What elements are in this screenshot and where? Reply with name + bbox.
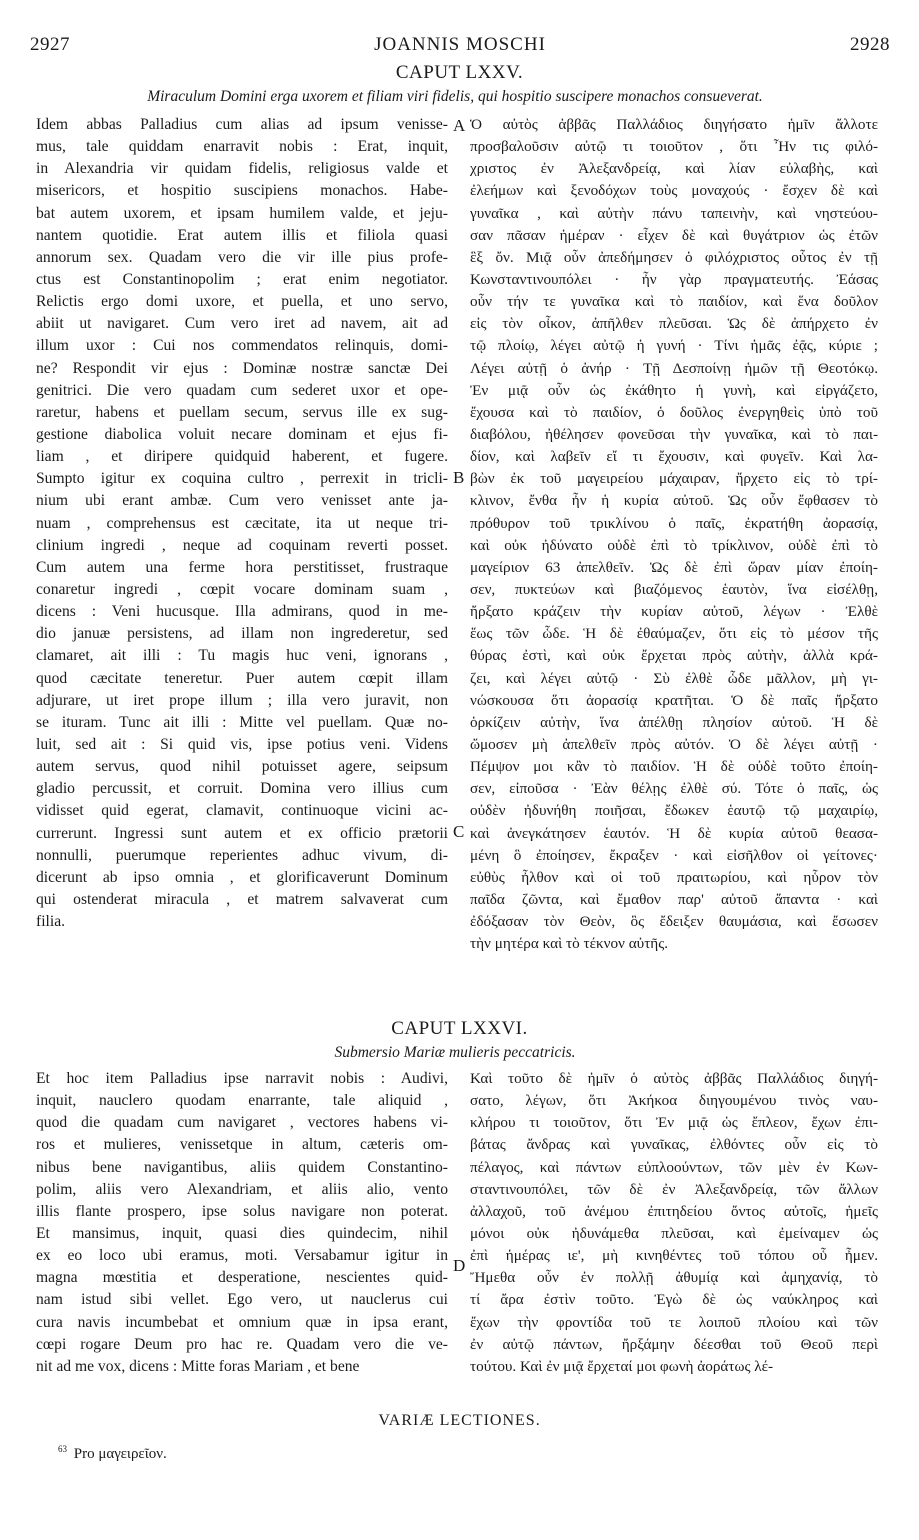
chapter-76-greek-column <box>470 1068 878 1378</box>
text-line: ἐλεήμων καὶ ξενοδόχων τοὺς μοναχούς · ἔσχεν δὲ καὶ <box>470 182 878 200</box>
text-line: Sumpto igitur ex coquina cultro , perrexit in tricli- <box>36 470 448 488</box>
chapter-76-latin-column <box>36 1068 448 1378</box>
footnote-number: 63 <box>58 1444 67 1454</box>
text-line: nonnulli, puerumque reperientes adhuc vivum, di- <box>36 846 448 864</box>
text-line: σαν πᾶσαν ἡμέραν · εἶχεν δὲ καὶ θυγάτριον ὡς ἐτῶν <box>470 226 878 244</box>
text-line: Et hoc item Palladius ipse narravit nobis : Audivi, <box>36 1070 448 1087</box>
text-line: dicerunt ab ipso omnia , et glorificaverunt Dominum <box>36 868 448 886</box>
text-line: ἕως τῶν ὧδε. Ἡ δὲ ἐθαύμαζεν, ὅτι εἰς τὸ μέσον τῆς <box>470 625 878 643</box>
text-line: τῷ πλοίῳ, λέγει αὐτῷ ἡ γυνή · Τίνι ἡμᾶς ἐᾷς, κύριε ; <box>470 337 878 355</box>
text-line: βὼν ἐκ τοῦ μαγειρείου μάχαιραν, ἤρχετο εἰς τὸ τρί- <box>470 470 878 488</box>
text-line: ἓξ ὄν. Μιᾷ οὖν ἀπεδήμησεν ὁ φιλόχριστος οὗτος ἐν τῇ <box>470 248 878 266</box>
text-line: βάτας ἄνδρας καὶ γυναῖκας, ἐλθόντες οὖν εἰς τὸ <box>470 1136 878 1154</box>
text-line: dicens : Veni hucusque. Illa admirans, quod in me- <box>36 603 448 621</box>
text-line: σεν, πυκτεύων καὶ βιαζόμενος ἑαυτὸν, ἵνα εἰσέλθῃ, <box>470 580 878 598</box>
text-line: gestione diabolica voluit necare dominam et ejus fi- <box>36 425 448 443</box>
text-line: misericors, et hospitio suscipiens monachos. Habe- <box>36 182 448 200</box>
text-line: qui ostenderat miracula , et matrem salvaverat cum <box>36 890 448 908</box>
chapter-75-greek-column <box>470 114 878 955</box>
text-line: οὐδὲν ἠδυνήθη ποιῆσαι, ἔδωκεν ἑαυτῷ τῷ μαχαιρίῳ, <box>470 802 878 820</box>
text-line: ἤρξατο κράζειν τὴν κυρίαν αὐτοῦ, λέγων · Ἐλθὲ <box>470 603 878 621</box>
text-line: πρόθυρον τοῦ τρικλίνου ὁ παῖς, ἐκρατήθη ἀορασίᾳ, <box>470 514 878 532</box>
footnote <box>58 1444 167 1463</box>
text-line: annorum sex. Quadam vero die vir ille pius profe- <box>36 248 448 266</box>
text-line: ἐπὶ ἡμέρας ιε', μὴ κινηθέντες τοῦ τόπου οὗ ἦμεν. <box>470 1247 878 1265</box>
text-line: Ὁ αὐτὸς ἀββᾶς Παλλάδιος διηγήσατο ἡμῖν ἄλλοτε <box>470 116 878 133</box>
text-line: dio januæ persistens, ad illam non ingrederetur, sed <box>36 625 448 643</box>
margin-letter-a: A <box>453 116 466 135</box>
text-line: ὁρκίζειν αὐτὴν, ἵνα ἀπέλθῃ πλησίον αὐτοῦ. Ἡ δὲ <box>470 713 878 731</box>
text-line: σατο, λέγων, ὅτι Ἀκήκοα διηγουμένου τινὸς ναυ- <box>470 1092 878 1110</box>
chapter-75-subtitle: Miraculum Domini erga uxorem et filiam viri fidelis, qui hospitio suscipere monachos consueverat. <box>147 88 763 105</box>
text-line: μένη ὃ ἐποίησεν, ἔκραξεν · καὶ εἰσῆλθον οἱ γείτονες· <box>470 846 878 864</box>
text-line: clamaret, ait illi : Tu magis huc veni, ignorans , <box>36 647 448 665</box>
text-line: illum uxor : Cui nos commendatos relinquis, domi- <box>36 337 448 355</box>
text-line: νώσκουσα ὅτι ἀορασίᾳ κρατῆται. Ὁ δὲ παῖς ἤρξατο <box>470 691 878 709</box>
text-line: clinium ingredi , neque ad coquinam reverti posset. <box>36 536 448 554</box>
text-line: cura navis incumbebat et omnium quæ in ipsa erant, <box>36 1313 448 1331</box>
text-line: adjurare, ut iret prope illum ; illa vero juravit, non <box>36 691 448 709</box>
margin-letter-d: D <box>453 1256 466 1275</box>
text-line: Idem abbas Palladius cum alias ad ipsum venisse- <box>36 116 448 133</box>
text-line: προσβαλοῦσιν αὐτῷ τι τοιοῦτον , ὅτι Ἦν τις φιλό- <box>470 138 878 156</box>
text-line: ne? Respondit vir ejus : Dominæ nostræ sanctæ Dei <box>36 359 448 377</box>
text-line: ex eo loco ubi eramus, moti. Versabamur igitur in <box>36 1247 448 1265</box>
text-line: nantem quotidie. Erat autem illis et filiola quasi <box>36 226 448 244</box>
page-number-left: 2927 <box>30 34 70 55</box>
text-line: gladio percussit, et corruit. Domina vero illius cum <box>36 780 448 798</box>
text-line: nuam , comprehensus est cæcitate, ita ut neque tri- <box>36 514 448 532</box>
text-line: Relictis ergo domi uxore, et puella, et uno servo, <box>36 293 448 311</box>
text-line: ὤμοσεν μὴ ἀπελθεῖν πρὸς αὐτόν. Ὁ δὲ λέγει αὐτῇ · <box>470 735 878 753</box>
text-line: σταντινουπόλει, τῶν δὲ ἐν Ἀλεξανδρείᾳ, τῶν ἄλλων <box>470 1180 878 1198</box>
text-line: ros et mulieres, venissetque in altum, cæteris om- <box>36 1136 448 1154</box>
chapter-75-latin-column <box>36 114 448 933</box>
text-line: ἐδόξασαν τὸν Θεὸν, ὃς ἔδειξεν θαυμάσια, καὶ ἔσωσεν <box>470 913 878 931</box>
text-line: τὴν μητέρα καὶ τὸ τέκνον αὐτῆς. <box>470 935 669 953</box>
text-line: raretur, habens et puellam secum, servus ille ex sug- <box>36 403 448 421</box>
text-line: κλήρου τι τοιοῦτον, ὅτι Ἐν μιᾷ ὡς ἔπλεον, ἔχων ἐπι- <box>470 1114 878 1132</box>
running-head <box>30 34 890 58</box>
footnote-text: Pro μαγειρεῖον. <box>73 1446 167 1462</box>
text-line: filia. <box>36 913 66 931</box>
text-line: liam , et diripere quidquid haberent, et fugere. <box>36 448 448 466</box>
text-line: vidisset quid egerat, clamavit, continuoque vicini ac- <box>36 802 448 820</box>
text-line: χριστος ἐν Ἀλεξανδρείᾳ, καὶ λίαν εὐλαβὴς, καὶ <box>470 160 878 178</box>
text-line: Καὶ τοῦτο δὲ ἡμῖν ὁ αὐτὸς ἀββᾶς Παλλάδιος διηγή- <box>470 1070 878 1087</box>
text-line: in Alexandria vir quidam fidelis, religiosus valde et <box>36 160 448 178</box>
chapter-76-heading: CAPUT LXXVI. <box>391 1018 528 1039</box>
text-line: inquit, nauclero quodam enarrante, tale aliquid , <box>36 1092 448 1110</box>
text-line: cœpi rogare Deum pro hac re. Quadam vero die ve- <box>36 1335 448 1353</box>
text-line: τί ἄρα ἐστὶν τοῦτο. Ἐγὼ δὲ ὡς ναύκληρος καὶ <box>470 1291 878 1309</box>
text-line: ἔχουσα καὶ τὸ παιδίον, ὁ δοῦλος ἐνεργηθεὶς ὑπὸ τοῦ <box>470 403 878 421</box>
text-line: nibus bene navigantibus, aliis quidem Constantino- <box>36 1158 448 1176</box>
text-line: se ituram. Tunc ait illi : Mitte vel puellam. Quæ no- <box>36 713 448 731</box>
text-line: genitrici. Die vero quadam cum sederet uxor et ope- <box>36 381 448 399</box>
text-line: luit, sed ait : Si quid vis, ipse potius veni. Videns <box>36 735 448 753</box>
text-line: εὐθὺς ἦλθον καὶ οἱ τοῦ πραιτωρίου, καὶ ηὗρον τὸν <box>470 868 878 886</box>
text-line: Et mansimus, inquit, quasi dies quindecim, nihil <box>36 1224 448 1242</box>
text-line: πέλαγος, καὶ πάντων εὐπλοούντων, τῶν μὲν ἐν Κων- <box>470 1158 878 1176</box>
text-line: nium ubi erant ambæ. Cum vero venisset ante ja- <box>36 492 448 510</box>
margin-letter-c: C <box>453 822 465 841</box>
text-line: παῖδα ζῶντα, καὶ ἔμαθον παρ' αὐτοῦ ἅπαντα · καὶ <box>470 890 878 908</box>
text-line: μόνοι οὐκ ἠδυνάμεθα πλεῦσαι, καὶ ἐμείναμεν ὡς <box>470 1224 878 1242</box>
text-line: δίον, καὶ λαβεῖν εἴ τι ἔχουσιν, καὶ φυγεῖν. Καὶ λα- <box>470 448 878 466</box>
text-line: quod die quadam cum navigaret , vectores habens vi- <box>36 1114 448 1132</box>
text-line: Cum autem una ferme hora perstitisset, frustraque <box>36 558 448 576</box>
text-line: διαβόλου, ἠθέλησεν φονεῦσαι τὴν γυναῖκα, καὶ τὸ παι- <box>470 425 878 443</box>
text-line: magna mœstitia et desperatione, nescientes quid- <box>36 1269 448 1287</box>
text-line: ἔχων τὴν φροντίδα τοῦ τε λοιποῦ πλοίου καὶ τῶν <box>470 1313 878 1331</box>
variae-lectiones-heading: VARIÆ LECTIONES. <box>378 1412 541 1429</box>
chapter-75-heading: CAPUT LXXV. <box>395 62 524 83</box>
text-line: κλινον, ἔνθα ἦν ἡ κυρία αὐτοῦ. Ὡς οὖν ἔφθασεν τὸ <box>470 492 878 510</box>
margin-letter-b: B <box>453 468 465 487</box>
text-line: εἰς τὸν οἶκον, ἀπῆλθεν πλεῦσαι. Ὡς δὲ ἀπήρχετο ἐν <box>470 315 878 333</box>
text-line: conaretur ingredi , cœpit vocare dominam suam , <box>36 580 448 598</box>
text-line: ἀλλαχοῦ, τοῦ ἀνέμου ἐπιτηδείου ὄντος αὐτοῖς, ἡμεῖς <box>470 1202 878 1220</box>
text-line: quod cæcitate teneretur. Puer autem cœpit illam <box>36 669 448 687</box>
text-line: γυναῖκα , καὶ αὐτὴν πάνυ ταπεινὴν, καὶ νηστεύου- <box>470 204 878 222</box>
text-line: Λέγει αὐτῇ ὁ ἀνήρ · Τῇ Δεσποίνῃ ἡμῶν τῇ Θεοτόκῳ. <box>470 359 878 377</box>
text-line: Κωνσταντινουπόλει · ἦν γὰρ πραγματευτής. Ἐάσας <box>470 270 878 288</box>
text-line: illis flante prospero, ipse solus navigare non poterat. <box>36 1202 448 1220</box>
text-line: abiit ut navigaret. Cum vero iret ad navem, ait ad <box>36 315 448 333</box>
text-line: καὶ ἀνεγκάτησεν ἑαυτόν. Ἡ δὲ κυρία αὐτοῦ θεασα- <box>470 824 878 842</box>
text-line: bat autem uxorem, et ipsam humilem valde, et jeju- <box>36 204 448 222</box>
text-line: θύρας ἐστὶ, καὶ οὐκ ἔρχεται πρὸς αὐτὴν, ἀλλὰ κρά- <box>470 647 878 665</box>
text-line: autem servus, quod nihil potuisset agere, seipsum <box>36 758 448 776</box>
text-line: ἐν αὐτῷ πάντων, ἤρξάμην δέεσθαι τοῦ Θεοῦ περὶ <box>470 1335 878 1353</box>
text-line: Ἐν μιᾷ οὖν ὡς ἐκάθητο ἡ γυνὴ, καὶ εἰργάζετο, <box>470 381 878 399</box>
text-line: τούτου. Καὶ ἐν μιᾷ ἔρχεταί μοι φωνὴ ἀοράτως λέ- <box>470 1357 774 1375</box>
text-line: currerunt. Ingressi sunt autem et ex officio prætorii <box>36 824 448 842</box>
text-line: ctus est Constantinopolim ; erat enim negotiator. <box>36 270 448 288</box>
text-line: οὖν τήν τε γυναῖκα καὶ τὸ παιδίον, καὶ ἕνα δοῦλον <box>470 293 878 311</box>
text-line: polim, aliis vero Alexandriam, et aliis alio, vento <box>36 1180 448 1198</box>
text-line: mus, tale quiddam enarravit nobis : Erat, inquit, <box>36 138 448 156</box>
text-line: ζει, καὶ λέγει αὐτῷ · Σὺ ἐλθὲ ὧδε μᾶλλον, μὴ γι- <box>470 669 878 687</box>
text-line: σεν, εἰποῦσα · Ἐὰν θέλῃς ἐλθὲ σύ. Τότε ὁ παῖς, ὡς <box>470 780 878 798</box>
running-title: JOANNIS MOSCHI <box>374 34 546 55</box>
page-number-right: 2928 <box>850 34 890 55</box>
text-line: καὶ οὐκ ἠδύνατο οὐδὲ ἐπὶ τὸ τρίκλινον, οὐδὲ ἐπὶ τὸ <box>470 536 878 554</box>
text-line: Ἤμεθα οὖν ἐν πολλῇ ἀθυμίᾳ καὶ ἀμηχανίᾳ, τὸ <box>470 1269 878 1287</box>
chapter-76-subtitle: Submersio Mariæ mulieris peccatricis. <box>334 1044 576 1061</box>
text-line: μαγείριον 63 ἀπελθεῖν. Ὡς δὲ ἐπὶ ὥραν μίαν ἐποίη- <box>470 558 878 576</box>
text-line: nit ad me vox, dicens : Mitte foras Mariam , et bene <box>36 1357 360 1375</box>
text-line: nam istud sibi vellet. Ego vero, ut nauclerus cui <box>36 1291 448 1309</box>
text-line: Πέμψον μοι κἂν τὸ παιδίον. Ἡ δὲ οὐδὲ τοῦτο ἐποίη- <box>470 758 878 776</box>
